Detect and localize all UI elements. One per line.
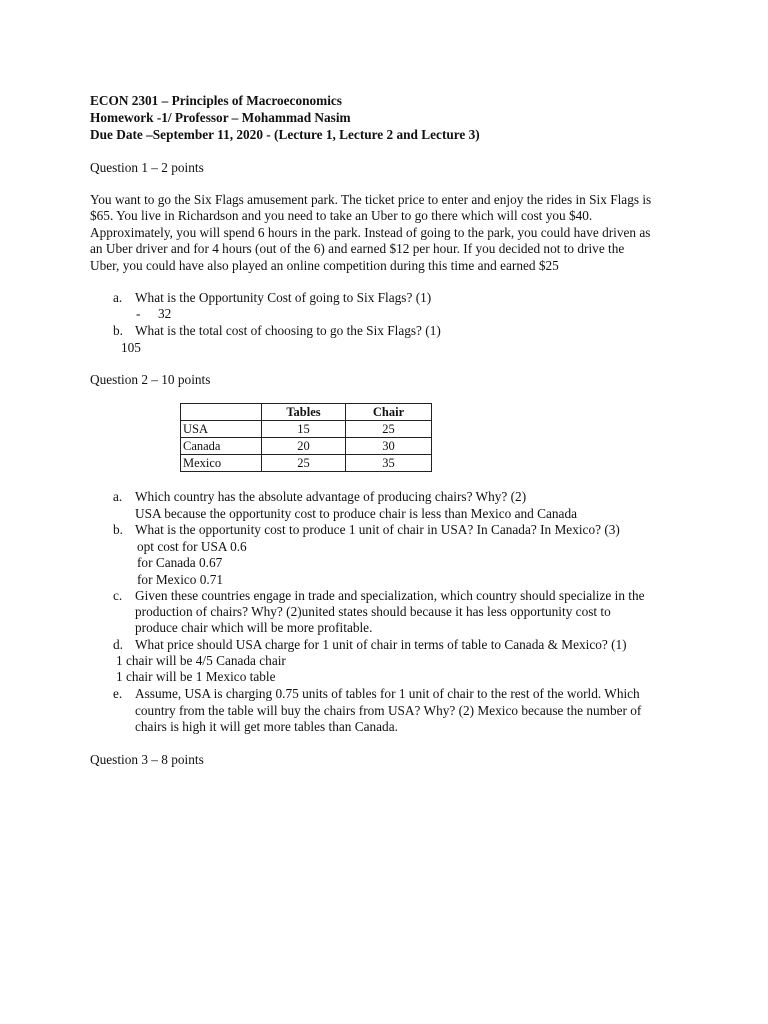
q1-body-line: $65. You live in Richardson and you need to take an Uber to go there which will cost you $40. xyxy=(90,208,593,223)
q2-e-line: chairs is high it will get more tables than Canada. xyxy=(135,719,398,734)
q1-b-answer: 105 xyxy=(121,340,141,355)
table-row xyxy=(181,421,432,438)
q2-e-line: Assume, USA is charging 0.75 units of tables for 1 unit of chair to the rest of the world. Which xyxy=(135,686,640,701)
q2-b-answer-line: for Canada 0.67 xyxy=(137,555,223,570)
table-row xyxy=(181,438,432,455)
q1-a-dash: - xyxy=(136,306,141,321)
q1-a-answer: 32 xyxy=(158,306,172,321)
q1-a-question: What is the Opportunity Cost of going to Six Flags? (1) xyxy=(135,290,432,305)
q2-d-answer-line: 1 chair will be 1 Mexico table xyxy=(116,669,276,684)
table-cell-chair: 25 xyxy=(346,421,432,438)
q2-c-line: produce chair which will be more profitable. xyxy=(135,620,373,635)
due-date: Due Date –September 11, 2020 - (Lecture 1, Lecture 2 and Lecture 3) xyxy=(90,127,480,142)
q1-b-marker: b. xyxy=(113,323,123,338)
table-header-cell: Chair xyxy=(346,404,432,421)
table-header-cell xyxy=(181,404,262,421)
table-cell-tables: 20 xyxy=(262,438,346,455)
q2-a-marker: a. xyxy=(113,489,123,504)
q2-b-question: What is the opportunity cost to produce 1 unit of chair in USA? In Canada? In Mexico? (3) xyxy=(135,522,620,537)
homework-title: Homework -1/ Professor – Mohammad Nasim xyxy=(90,110,351,125)
q2-c-line: Given these countries engage in trade and specialization, which country should specialize in the xyxy=(135,588,645,603)
question-3-title: Question 3 – 8 points xyxy=(90,752,204,767)
q1-body-line: Approximately, you will spend 6 hours in the park. Instead of going to the park, you could have driven as xyxy=(90,225,651,240)
question-2-title: Question 2 – 10 points xyxy=(90,372,211,387)
q2-c-marker: c. xyxy=(113,588,123,603)
table-cell-country: Canada xyxy=(181,438,262,455)
table-row xyxy=(181,455,432,472)
production-table xyxy=(180,403,432,472)
table-cell-country: Mexico xyxy=(181,455,262,472)
q1-body-line: an Uber driver and for 4 hours (out of the 6) and earned $12 per hour. If you decided not to drive the xyxy=(90,241,625,256)
q1-a-marker: a. xyxy=(113,290,123,305)
q1-body-line: You want to go the Six Flags amusement park. The ticket price to enter and enjoy the rides in Six Flags is xyxy=(90,192,652,207)
table-cell-country: USA xyxy=(181,421,262,438)
q2-e-marker: e. xyxy=(113,686,123,701)
question-1-title: Question 1 – 2 points xyxy=(90,160,204,175)
q2-a-question: Which country has the absolute advantage of producing chairs? Why? (2) xyxy=(135,489,527,504)
q2-c-line: production of chairs? Why? (2)united states should because it has less opportunity cost to xyxy=(135,604,611,619)
q2-b-answer-line: opt cost for USA 0.6 xyxy=(137,539,247,554)
q2-a-answer: USA because the opportunity cost to produce chair is less than Mexico and Canada xyxy=(135,506,578,521)
q2-d-answer-line: 1 chair will be 4/5 Canada chair xyxy=(116,653,286,668)
q2-d-question: What price should USA charge for 1 unit of chair in terms of table to Canada & Mexico? (1) xyxy=(135,637,627,652)
table-cell-chair: 30 xyxy=(346,438,432,455)
q1-b-question: What is the total cost of choosing to go the Six Flags? (1) xyxy=(135,323,441,338)
q1-body-line: Uber, you could have also played an online competition during this time and earned $25 xyxy=(90,258,559,273)
table-cell-tables: 25 xyxy=(262,455,346,472)
q2-d-marker: d. xyxy=(113,637,123,652)
q2-b-answer-line: for Mexico 0.71 xyxy=(137,572,224,587)
q2-b-marker: b. xyxy=(113,522,123,537)
table-header-row xyxy=(181,404,432,421)
q2-e-line: country from the table will buy the chairs from USA? Why? (2) Mexico because the number of xyxy=(135,703,642,718)
table-cell-tables: 15 xyxy=(262,421,346,438)
course-title: ECON 2301 – Principles of Macroeconomics xyxy=(90,93,342,108)
table-header-cell: Tables xyxy=(262,404,346,421)
table-cell-chair: 35 xyxy=(346,455,432,472)
